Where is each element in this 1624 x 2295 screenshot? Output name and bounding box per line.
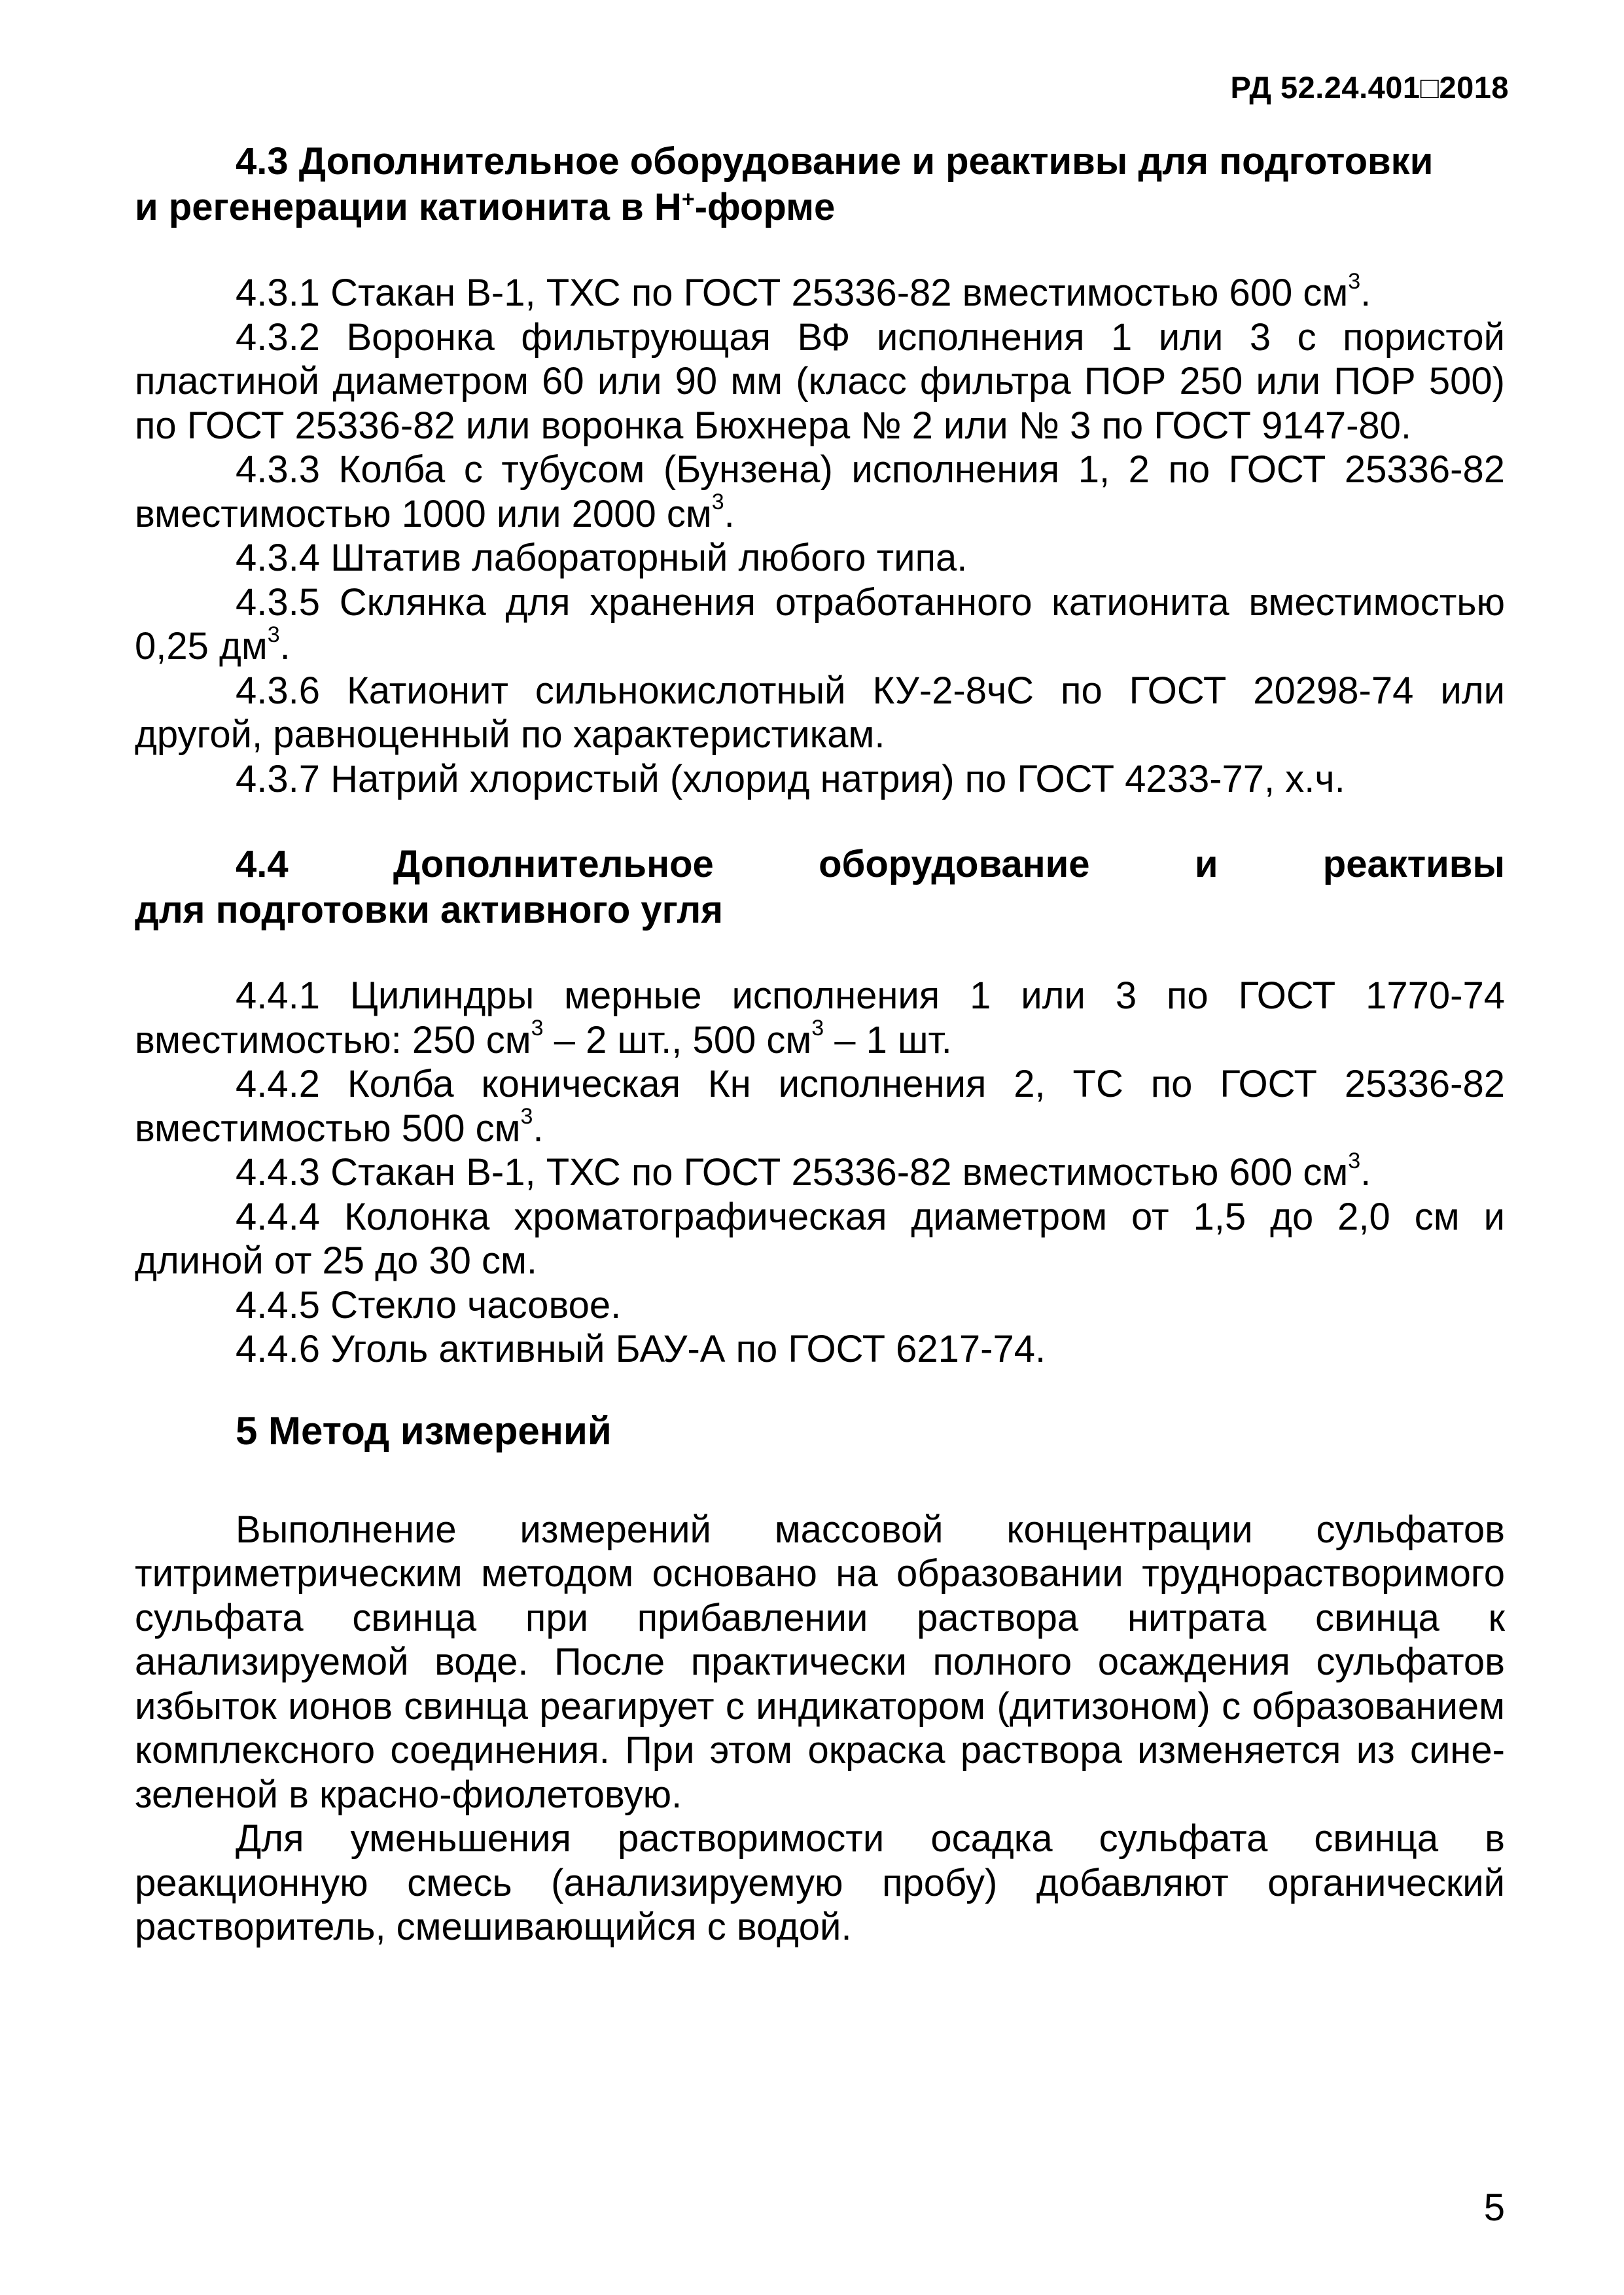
heading-text: и регенерации катионита в Н	[135, 186, 682, 228]
item-text: 4.4.1 Цилиндры мерные исполнения 1 или 3 по ГОСТ 1770-74 вместимостью: 250 см	[135, 974, 1505, 1061]
item-superscript: 3	[520, 1104, 533, 1130]
item-superscript: 3	[267, 622, 280, 647]
item-superscript: 3	[711, 489, 724, 515]
paragraph: Для уменьшения растворимости осадка сульфата свинца в реакционную смесь (анализируемую пробу) добавляют органический растворитель, смешивающийся с водой.	[135, 1817, 1505, 1948]
list-item	[135, 448, 1505, 536]
section-4-3-heading-line2	[135, 185, 1505, 230]
list-item	[135, 669, 1505, 757]
list-item	[135, 1062, 1505, 1150]
section-4-3-heading-line1: 4.3 Дополнительное оборудование и реактивы для подготовки	[236, 140, 1434, 183]
item-superscript: 3	[1348, 268, 1361, 294]
item-text: .	[533, 1107, 544, 1150]
section-4-4-heading-line1	[135, 842, 1505, 887]
list-item	[135, 1150, 1505, 1195]
item-text: 4.3.3 Колба с тубусом (Бунзена) исполнения 1, 2 по ГОСТ 25336-82 вместимостью 1000 или 2000 см	[135, 448, 1505, 535]
page-content	[135, 139, 1505, 1949]
item-superscript: 3	[1348, 1148, 1361, 1173]
list-item	[135, 757, 1505, 802]
document-code: РД 52.24.401□2018	[1230, 70, 1509, 105]
list-item	[135, 1283, 1505, 1328]
item-text: .	[1360, 1151, 1371, 1194]
item-superscript: 3	[531, 1016, 544, 1041]
item-text: – 2 шт., 500 см	[543, 1018, 812, 1061]
section-4-3-items	[135, 268, 1505, 801]
item-text: 4.4.4 Колонка хроматографическая диаметром от 1,5 до 2,0 см и длиной от 25 до 30 см.	[135, 1195, 1505, 1282]
item-text: 4.4.3 Стакан В-1, ТХС по ГОСТ 25336-82 вместимостью 600 см	[236, 1151, 1349, 1194]
section-4-4-heading-line2: для подготовки активного угля	[135, 889, 724, 931]
item-text: 4.3.7 Натрий хлористый (хлорид натрия) по ГОСТ 4233-77, х.ч.	[236, 757, 1345, 800]
list-item	[135, 974, 1505, 1062]
item-text: .	[279, 625, 291, 667]
list-item	[135, 536, 1505, 580]
item-text: 4.3.2 Воронка фильтрующая ВФ исполнения 1 или 3 с пористой пластиной диаметром 60 или 90 мм (класс фильтра ПОР 250 или ПОР 500) по ГОСТ 25336-82 или воронка Бюхнера № 2 или № 3 по ГОСТ 9147-80.	[135, 315, 1505, 447]
list-item	[135, 580, 1505, 669]
list-item	[135, 268, 1505, 315]
section-4-4-items	[135, 974, 1505, 1372]
heading-text: -форме	[694, 186, 836, 228]
item-superscript: 3	[811, 1016, 824, 1041]
item-text: – 1 шт.	[824, 1018, 952, 1061]
item-text: .	[724, 492, 735, 535]
page-number: 5	[1483, 2186, 1505, 2229]
item-text: .	[1360, 272, 1371, 314]
heading-superscript: +	[681, 187, 695, 212]
item-text: 4.3.6 Катионит сильнокислотный КУ-2-8чС по ГОСТ 20298-74 или другой, равноценный по характеристикам.	[135, 669, 1505, 756]
list-item	[135, 315, 1505, 448]
section-4-3-heading	[135, 139, 1505, 230]
paragraph: Выполнение измерений массовой концентрации сульфатов титриметрическим методом основано на образовании труднорастворимого сульфата свинца при прибавлении раствора нитрата свинца к анализируемой воде. После практически полного осаждения сульфатов избыток ионов свинца реагирует с индикатором (дитизоном) с образованием комплексного соединения. При этом окраска раствора изменяется из сине-зеленой в красно-фиолетовую.	[135, 1508, 1505, 1816]
item-text: 4.3.4 Штатив лабораторный любого типа.	[236, 537, 968, 579]
section-4-4-heading	[135, 842, 1505, 933]
section-5-body	[135, 1508, 1505, 1949]
item-text: 4.3.5 Склянка для хранения отработанного катионита вместимостью 0,25 дм	[135, 580, 1505, 667]
list-item	[135, 1327, 1505, 1372]
heading-text: 4.4 Дополнительное оборудование и реактивы	[236, 843, 1505, 885]
item-text: 4.4.2 Колба коническая Кн исполнения 2, ТС по ГОСТ 25336-82 вместимостью 500 см	[135, 1063, 1505, 1150]
item-text: 4.4.5 Стекло часовое.	[236, 1283, 622, 1326]
section-5-heading: 5 Метод измерений	[236, 1408, 612, 1453]
list-item	[135, 1195, 1505, 1283]
item-text: 4.4.6 Уголь активный БАУ-А по ГОСТ 6217-74.	[236, 1328, 1046, 1370]
item-text: 4.3.1 Стакан В-1, ТХС по ГОСТ 25336-82 вместимостью 600 см	[236, 272, 1349, 314]
